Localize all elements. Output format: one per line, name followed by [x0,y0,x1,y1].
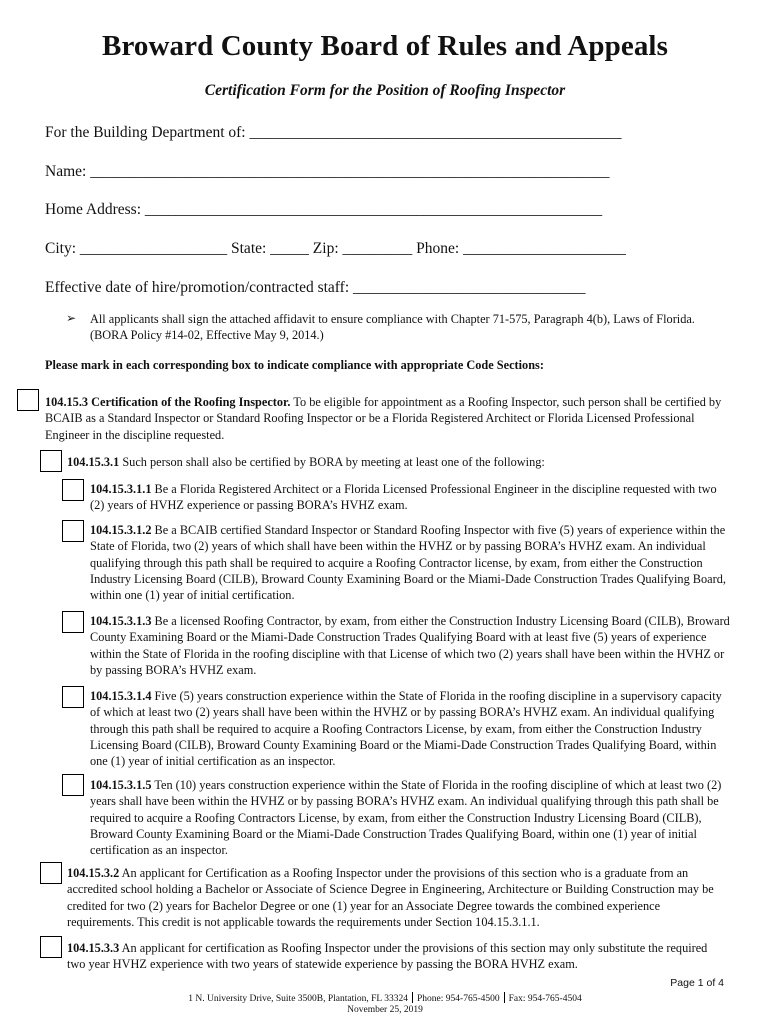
section-heading: 104.15.3.1.2 [90,523,152,537]
home-address-field[interactable]: Home Address: ___________________________________________________________ [45,201,603,218]
section-text: Such person shall also be certified by BORA by meeting at least one of the following: [119,455,545,469]
checkbox-104-15-3-1-2[interactable] [62,520,84,542]
footer-date: November 25, 2019 [347,1005,423,1015]
checkbox-104-15-3-1[interactable] [40,450,62,472]
name-field[interactable]: Name: ___________________________________________________________________ [45,163,610,180]
page-title: Broward County Board of Rules and Appeals [102,30,668,62]
building-department-field[interactable]: For the Building Department of: ________________________________________________ [45,124,622,141]
checkbox-104-15-3-3[interactable] [40,936,62,958]
section-heading: 104.15.3.3 [67,941,120,955]
section-text: Ten (10) years construction experience within the State of Florida in the roofing discipline of which at least two (2) years shall have been within the HVHZ or by passing BORA’s HVHZ exam. An individual qualifying through this path shall be required to acquire a Roofing Contractors License, by exam, from either the Construction Industry Licensing Board (CILB), Broward County Examining Board or the Miami-Dade Construction Trades Qualifying Board, within one (1) year of initial certification as an inspector. [90,778,722,858]
divider [504,992,505,1003]
instruction-text: Please mark in each corresponding box to indicate compliance with appropriate Code Sections: [45,358,544,372]
section-heading: 104.15.3.1.4 [90,689,152,703]
section-text: Be a Florida Registered Architect or a Florida Licensed Professional Engineer in the discipline requested with two (2) years of HVHZ experience or passing BORA’s HVHZ exam. [90,482,717,513]
section-text: Be a licensed Roofing Contractor, by exam, from either the Construction Industry Licensing Board (CILB), Broward County Examining Board or the Miami-Dade Construction Trades Qualifying Board with at least five (5) years of experience within the State of Florida in the roofing discipline with that License of which two (2) years shall have been within the HVHZ or by passing BORA’s HVHZ exam. [90,614,730,677]
footer-address: 1 N. University Drive, Suite 3500B, Plantation, FL 33324 [188,994,409,1004]
section-text: An applicant for Certification as a Roofing Inspector under the provisions of this section who is a graduate from an accredited school holding a Bachelor or Associate of Science Degree in Engineering, Architecture or Building Construction may be credited for two (2) years for Bachelor Degree or one (1) year for an Associate Degree towards the combined experience requirements. This credit is not applicable towards the requirements under Section 104.15.3.1.1. [67,866,714,929]
section-104-15-3-1-2 [90,522,730,603]
section-104-15-3-2 [67,865,727,930]
affidavit-note: All applicants shall sign the attached affidavit to ensure compliance with Chapter 71-575, Paragraph 4(b), Laws of Florida. (BORA Policy #14-02, Effective May 9, 2014.) [90,312,695,342]
checkbox-104-15-3-2[interactable] [40,862,62,884]
section-heading: 104.15.3.1.5 [90,778,152,792]
form-subtitle: Certification Form for the Position of Roofing Inspector [204,82,566,99]
section-text: An applicant for certification as Roofing Inspector under the provisions of this section may only substitute the required two year HVHZ experience with two years of statewide experience by passing the BORA HVHZ exam. [67,941,708,972]
footer-fax: Fax: 954-765-4504 [508,994,582,1004]
checkbox-104-15-3-1-5[interactable] [62,774,84,796]
section-104-15-3-1-5 [90,777,730,858]
checkbox-104-15-3-1-1[interactable] [62,479,84,501]
section-heading: 104.15.3.1 [67,455,120,469]
section-104-15-3 [45,394,725,443]
footer-phone: Phone: 954-765-4500 [417,994,500,1004]
section-heading: 104.15.3.2 [67,866,120,880]
section-text: To be eligible for appointment as a Roofing Inspector, such person shall be certified by BCAIB as a Standard Inspector or Standard Roofing Inspector or be a Florida Registered Architect or Florida Licensed Professional Engineer in the discipline requested. [45,395,722,442]
checkbox-104-15-3-1-3[interactable] [62,611,84,633]
section-text: Be a BCAIB certified Standard Inspector or Standard Roofing Inspector with five (5) years of experience within the State of Florida, two (2) years of which shall have been within the HVHZ or by passing BORA’s HVHZ exam. An individual qualifying through this path shall be required to acquire a Roofing Contractor license, by exam, from either the Construction Industry Licensing Board (CILB), Broward County Examining Board or the Miami-Dade Construction Trades Qualifying Board, within one (1) year of initial certification. [90,523,726,603]
footer-contact [0,992,770,1004]
arrow-bullet-icon: ➢ [66,311,77,325]
effective-date-field[interactable]: Effective date of hire/promotion/contracted staff: ______________________________ [45,279,586,296]
section-heading: 104.15.3.1.1 [90,482,152,496]
section-text: Five (5) years construction experience within the State of Florida in the roofing discipline in a supervisory capacity of which at least two (2) years shall have been within the HVHZ or by passing BORA’s HVHZ exam. An individual qualifying through this path shall be required to acquire a Roofing Contractors License, by exam, from either the Construction Industry Licensing Board (CILB), Broward County Examining Board or the Miami-Dade Construction Trades Qualifying Board, within one (1) year of initial certification as an inspector. [90,689,722,769]
page-number: Page 1 of 4 [670,977,724,989]
section-heading: 104.15.3.1.3 [90,614,152,628]
section-104-15-3-1-3 [90,613,730,678]
section-104-15-3-3 [67,940,727,973]
divider [412,992,413,1003]
section-104-15-3-1-4 [90,688,730,769]
checkbox-104-15-3[interactable] [17,389,39,411]
section-104-15-3-1 [67,454,727,470]
section-heading: 104.15.3 Certification of the Roofing Inspector. [45,395,291,409]
section-104-15-3-1-1 [90,481,730,514]
city-state-zip-phone-field[interactable]: City: ___________________ State: _____ Zip: _________ Phone: _____________________ [45,240,626,257]
checkbox-104-15-3-1-4[interactable] [62,686,84,708]
